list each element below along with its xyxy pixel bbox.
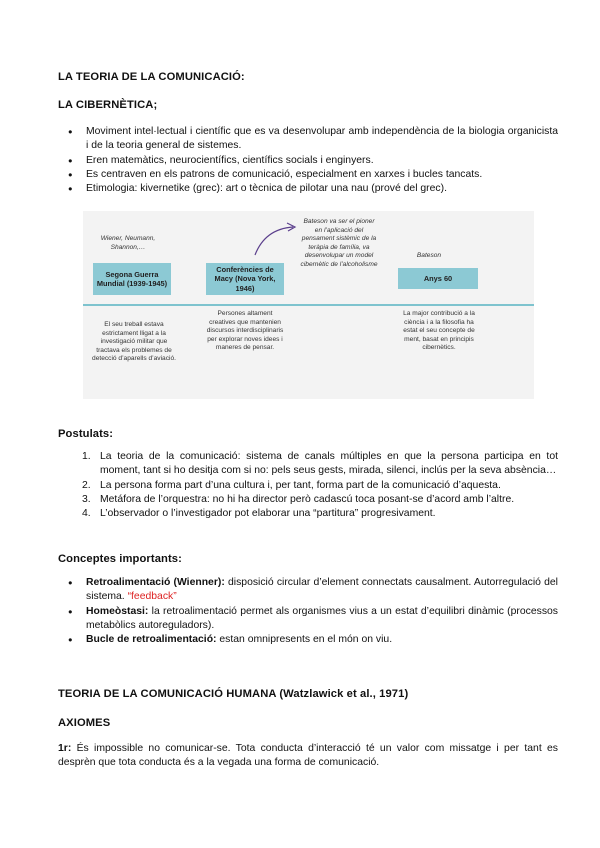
timeline-note-bateson-pioneer: Bateson va ser el pioner en l’aplicació del pensament sistèmic de la teràpia de família, va desenvolupar un model cibernètic de l’alcoholisme: [300, 218, 378, 268]
timeline-note-bateson: Bateson: [416, 252, 442, 259]
concept-term: Bucle de retroalimentació:: [86, 634, 217, 646]
timeline-box-60s: Anys 60: [398, 268, 478, 289]
axioms-heading: AXIOMES: [58, 717, 111, 729]
cybernetics-heading: LA CIBERNÈTICA;: [58, 99, 158, 111]
item-number: 2.: [82, 479, 91, 491]
list-item: [58, 507, 558, 521]
axiom-text: És impossible no comunicar-se. Tota conducta d’interacció té un valor com missatge i per tant es desprèn que tota conducta és a la vegada una forma de comunicació.: [58, 743, 558, 769]
concept-text: la retroalimentació permet als organismes vius a un estat d’equilibri dinàmic (processos metabòlics autoreguladors).: [86, 605, 558, 631]
cybernetics-timeline-figure: [83, 211, 534, 399]
axiom-1-paragraph: [58, 742, 558, 771]
list-item: [58, 576, 558, 605]
list-item: [58, 493, 558, 507]
cybernetics-list: [58, 125, 558, 196]
concept-term: Homeòstasi:: [86, 605, 149, 617]
concepts-list: [58, 576, 558, 647]
item-text: Metáfora de l’orquestra: no hi ha director però cadascú toca posant-se d’acord amb l’altre.: [100, 493, 515, 505]
concept-term: Retroalimentació (Wienner):: [86, 577, 225, 588]
item-number: 1.: [82, 451, 91, 462]
item-text: La teoria de la comunicació: sistema de canals múltiples en que la persona participa en tot moment, tant si ho desitja com si no: pels seus gests, mirada, silenci, inclús per la seva absència…: [100, 451, 558, 477]
timeline-desc-macy: Persones altament creatives que mantenien discursos interdisciplinaris per explorar noves idees i maneres de pensar.: [206, 310, 284, 352]
list-item: ● Es centraven en els patrons de comunicació, especialment en xarxes i bucles tancats.: [58, 168, 558, 182]
human-theory-heading: TEORIA DE LA COMUNICACIÓ HUMANA (Watzlawick et al., 1971): [58, 688, 409, 700]
list-item: [58, 633, 558, 647]
curved-arrow-icon: [251, 221, 301, 257]
timeline-box-macy: Conferències de Macy (Nova York, 1946): [206, 263, 284, 295]
postulats-heading: Postulats:: [58, 428, 114, 440]
list-item: ● Eren matemàtics, neurocientífics, científics socials i enginyers.: [58, 154, 558, 168]
concept-text: estan omnipresents en el món on viu.: [216, 634, 393, 646]
item-number: 4.: [82, 508, 91, 520]
concept-extra: “feedback”: [127, 591, 177, 603]
list-item: [58, 605, 558, 634]
concept-text: disposició circular d’element connectats causalment. Autorregulació del sistema.: [86, 577, 558, 603]
item-text: L’observador o l’investigador pot elaborar una “partitura” progresivament.: [100, 508, 436, 520]
item-number: 3.: [82, 493, 91, 505]
item-text: La persona forma part d’una cultura i, per tant, forma part de la comunicació d’aquesta.: [100, 479, 501, 491]
list-item: [58, 479, 558, 493]
axiom-label: 1r:: [58, 743, 72, 754]
timeline-box-ww2: Segona Guerra Mundial (1939-1945): [93, 263, 171, 295]
list-item: ● Etimologia: kivernetike (grec): art o tècnica de pilotar una nau (prové del grec).: [58, 182, 558, 196]
timeline-desc-ww2: El seu treball estava estrictament lligat a la investigació militar que tractava els problemes de detecció d’aparells d’aviació.: [92, 321, 176, 363]
timeline-note-scientists: Wiener, Neumann, Shannon,…: [100, 235, 156, 251]
page-title: LA TEORIA DE LA COMUNICACIÓ:: [58, 71, 245, 83]
list-item: [58, 450, 558, 479]
concepts-heading: Conceptes importants:: [58, 553, 182, 565]
postulats-list: [58, 450, 558, 521]
timeline-desc-bateson: La major contribució a la ciència i a la filosofia ha estat el seu concepte de ment, basat en principis cibernètics.: [403, 310, 475, 352]
list-item: ● Moviment intel·lectual i científic que es va desenvolupar amb independència de la biologia organicista i de la teoria general de sistemes.: [58, 125, 558, 154]
timeline-line: [83, 304, 534, 306]
